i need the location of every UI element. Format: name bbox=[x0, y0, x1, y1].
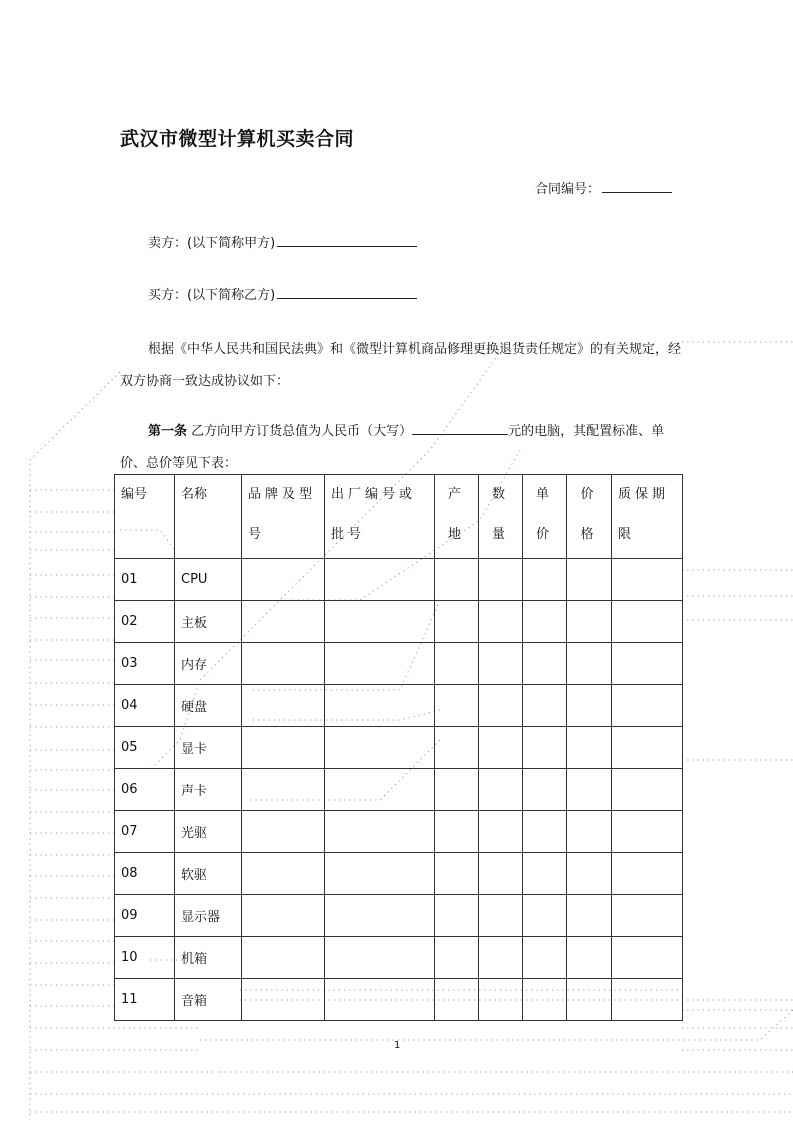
empty-cell[interactable] bbox=[567, 895, 612, 937]
component-name: 硬盘 bbox=[175, 685, 242, 727]
config-table bbox=[114, 474, 683, 1021]
empty-cell[interactable] bbox=[479, 685, 523, 727]
row-number: 07 bbox=[115, 811, 175, 853]
table-row bbox=[115, 727, 683, 769]
contract-number bbox=[535, 178, 672, 197]
empty-cell[interactable] bbox=[435, 979, 479, 1021]
header-serial-batch: 出厂编号或批号 bbox=[325, 475, 435, 559]
empty-cell[interactable] bbox=[242, 769, 325, 811]
article-1-heading: 第一条 bbox=[148, 424, 188, 439]
empty-cell[interactable] bbox=[242, 643, 325, 685]
empty-cell[interactable] bbox=[567, 559, 612, 601]
row-number: 10 bbox=[115, 937, 175, 979]
empty-cell[interactable] bbox=[612, 937, 683, 979]
component-name: 软驱 bbox=[175, 853, 242, 895]
table-row bbox=[115, 685, 683, 727]
row-number: 04 bbox=[115, 685, 175, 727]
empty-cell[interactable] bbox=[242, 685, 325, 727]
page-number: 1 bbox=[394, 1040, 401, 1051]
empty-cell[interactable] bbox=[242, 979, 325, 1021]
table-row bbox=[115, 979, 683, 1021]
table-row bbox=[115, 895, 683, 937]
empty-cell[interactable] bbox=[523, 643, 567, 685]
empty-cell[interactable] bbox=[567, 601, 612, 643]
component-name: 音箱 bbox=[175, 979, 242, 1021]
empty-cell[interactable] bbox=[479, 559, 523, 601]
table-row bbox=[115, 937, 683, 979]
empty-cell[interactable] bbox=[325, 937, 435, 979]
empty-cell[interactable] bbox=[325, 853, 435, 895]
empty-cell[interactable] bbox=[567, 853, 612, 895]
empty-cell[interactable] bbox=[325, 895, 435, 937]
empty-cell[interactable] bbox=[612, 601, 683, 643]
component-name: 主板 bbox=[175, 601, 242, 643]
empty-cell[interactable] bbox=[435, 811, 479, 853]
empty-cell[interactable] bbox=[479, 601, 523, 643]
component-name: 显示器 bbox=[175, 895, 242, 937]
empty-cell[interactable] bbox=[567, 937, 612, 979]
empty-cell[interactable] bbox=[435, 643, 479, 685]
empty-cell[interactable] bbox=[242, 895, 325, 937]
empty-cell[interactable] bbox=[435, 853, 479, 895]
empty-cell[interactable] bbox=[325, 643, 435, 685]
seller-label: 卖方：(以下简称甲方) bbox=[148, 236, 276, 251]
component-name: 声卡 bbox=[175, 769, 242, 811]
empty-cell[interactable] bbox=[523, 895, 567, 937]
table-header-row bbox=[115, 475, 683, 559]
header-unit-price: 单价 bbox=[523, 475, 567, 559]
empty-cell[interactable] bbox=[435, 559, 479, 601]
empty-cell[interactable] bbox=[612, 811, 683, 853]
empty-cell[interactable] bbox=[479, 811, 523, 853]
empty-cell[interactable] bbox=[567, 769, 612, 811]
empty-cell[interactable] bbox=[325, 979, 435, 1021]
header-name: 名称 bbox=[175, 475, 242, 559]
amount-blank[interactable] bbox=[412, 421, 508, 435]
empty-cell[interactable] bbox=[479, 727, 523, 769]
empty-cell[interactable] bbox=[435, 685, 479, 727]
empty-cell[interactable] bbox=[523, 727, 567, 769]
empty-cell[interactable] bbox=[523, 769, 567, 811]
empty-cell[interactable] bbox=[567, 727, 612, 769]
seller-blank[interactable] bbox=[277, 233, 417, 247]
empty-cell[interactable] bbox=[479, 937, 523, 979]
buyer-blank[interactable] bbox=[277, 285, 417, 299]
empty-cell[interactable] bbox=[435, 769, 479, 811]
row-number: 05 bbox=[115, 727, 175, 769]
empty-cell[interactable] bbox=[523, 853, 567, 895]
component-name: 内存 bbox=[175, 643, 242, 685]
empty-cell[interactable] bbox=[612, 559, 683, 601]
row-number: 09 bbox=[115, 895, 175, 937]
component-name: CPU bbox=[175, 559, 242, 601]
header-brand-model: 品牌及型号 bbox=[242, 475, 325, 559]
row-number: 03 bbox=[115, 643, 175, 685]
empty-cell[interactable] bbox=[325, 769, 435, 811]
empty-cell[interactable] bbox=[523, 685, 567, 727]
buyer-label: 买方：(以下简称乙方) bbox=[148, 288, 276, 303]
row-number: 06 bbox=[115, 769, 175, 811]
empty-cell[interactable] bbox=[435, 601, 479, 643]
contract-number-blank[interactable] bbox=[602, 179, 672, 193]
table-row bbox=[115, 811, 683, 853]
article-1-text-after: 元的电脑，其配置标准、单价、总价等见下表： bbox=[120, 424, 665, 471]
empty-cell[interactable] bbox=[325, 685, 435, 727]
header-no: 编号 bbox=[115, 475, 175, 559]
empty-cell[interactable] bbox=[479, 853, 523, 895]
empty-cell[interactable] bbox=[523, 559, 567, 601]
empty-cell[interactable] bbox=[325, 559, 435, 601]
empty-cell[interactable] bbox=[567, 685, 612, 727]
header-origin: 产地 bbox=[435, 475, 479, 559]
empty-cell[interactable] bbox=[242, 937, 325, 979]
empty-cell[interactable] bbox=[567, 979, 612, 1021]
header-quantity: 数量 bbox=[479, 475, 523, 559]
empty-cell[interactable] bbox=[479, 643, 523, 685]
empty-cell[interactable] bbox=[612, 979, 683, 1021]
empty-cell[interactable] bbox=[612, 769, 683, 811]
empty-cell[interactable] bbox=[479, 769, 523, 811]
empty-cell[interactable] bbox=[523, 937, 567, 979]
empty-cell[interactable] bbox=[612, 685, 683, 727]
table-row bbox=[115, 853, 683, 895]
component-name: 显卡 bbox=[175, 727, 242, 769]
empty-cell[interactable] bbox=[479, 979, 523, 1021]
row-number: 02 bbox=[115, 601, 175, 643]
empty-cell[interactable] bbox=[242, 811, 325, 853]
header-warranty: 质保期限 bbox=[612, 475, 683, 559]
row-number: 01 bbox=[115, 559, 175, 601]
empty-cell[interactable] bbox=[325, 727, 435, 769]
row-number: 11 bbox=[115, 979, 175, 1021]
table-row bbox=[115, 601, 683, 643]
seller-line bbox=[148, 232, 417, 251]
article-1 bbox=[120, 416, 682, 480]
empty-cell[interactable] bbox=[242, 559, 325, 601]
header-price: 价格 bbox=[567, 475, 612, 559]
empty-cell[interactable] bbox=[325, 811, 435, 853]
intro-paragraph: 根据《中华人民共和国民法典》和《微型计算机商品修理更换退货责任规定》的有关规定，经双方协商一致达成协议如下： bbox=[120, 342, 682, 389]
buyer-line bbox=[148, 284, 417, 303]
table-row bbox=[115, 769, 683, 811]
document-title: 武汉市微型计算机买卖合同 bbox=[120, 128, 355, 150]
empty-cell[interactable] bbox=[612, 853, 683, 895]
empty-cell[interactable] bbox=[523, 811, 567, 853]
empty-cell[interactable] bbox=[523, 979, 567, 1021]
empty-cell[interactable] bbox=[523, 601, 567, 643]
table-row bbox=[115, 643, 683, 685]
table-row bbox=[115, 559, 683, 601]
empty-cell[interactable] bbox=[242, 727, 325, 769]
empty-cell[interactable] bbox=[567, 643, 612, 685]
empty-cell[interactable] bbox=[242, 601, 325, 643]
empty-cell[interactable] bbox=[479, 895, 523, 937]
component-name: 光驱 bbox=[175, 811, 242, 853]
empty-cell[interactable] bbox=[612, 643, 683, 685]
empty-cell[interactable] bbox=[325, 601, 435, 643]
empty-cell[interactable] bbox=[242, 853, 325, 895]
row-number: 08 bbox=[115, 853, 175, 895]
empty-cell[interactable] bbox=[612, 895, 683, 937]
empty-cell[interactable] bbox=[612, 727, 683, 769]
article-1-text-before: 乙方向甲方订货总值为人民币（大写） bbox=[191, 424, 413, 439]
component-name: 机箱 bbox=[175, 937, 242, 979]
empty-cell[interactable] bbox=[567, 811, 612, 853]
empty-cell[interactable] bbox=[435, 895, 479, 937]
empty-cell[interactable] bbox=[435, 727, 479, 769]
empty-cell[interactable] bbox=[435, 937, 479, 979]
contract-number-label: 合同编号： bbox=[535, 182, 601, 197]
